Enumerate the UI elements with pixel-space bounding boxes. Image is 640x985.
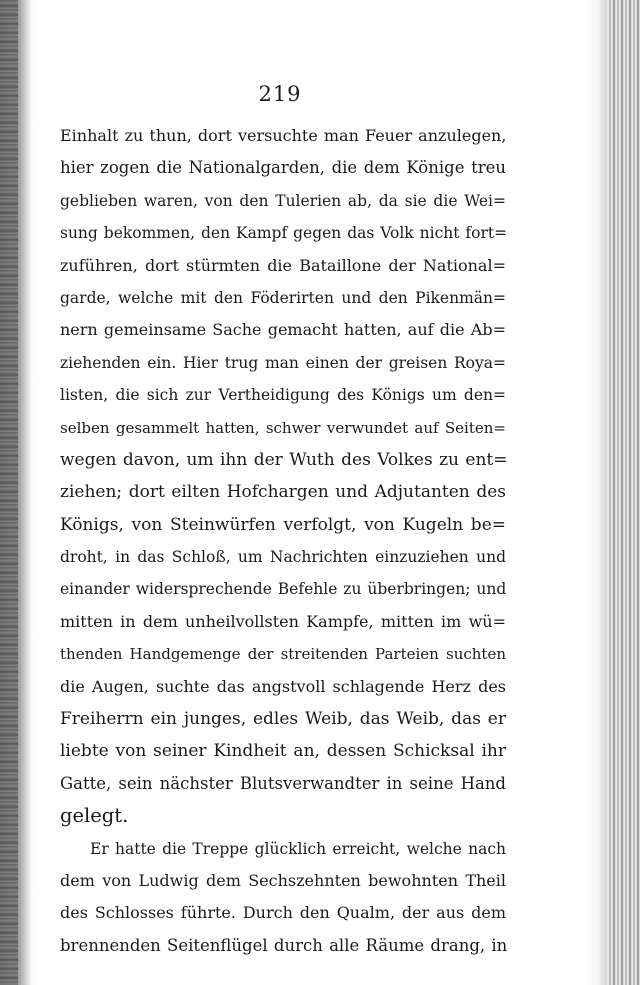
right-page-edges (608, 0, 640, 985)
text-line: Gatte, sein nächster Blutsverwandter in seine Hand (60, 773, 506, 793)
page-number: 219 (258, 82, 302, 106)
text-line: brennenden Seitenflügel durch alle Räume drang, in (60, 935, 508, 955)
paragraph-start-line: Er hatte die Treppe glücklich erreicht, welche nach (90, 839, 506, 858)
text-line: des Schlosses führte. Durch den Qualm, der aus dem (60, 903, 506, 923)
text-line: liebte von seiner Kindheit an, dessen Schicksal ihr (60, 741, 506, 762)
body-text (60, 120, 506, 962)
text-line: droht, in das Schloß, um Nachrichten einzuziehen und (60, 548, 506, 567)
text-line: ziehenden ein. Hier trug man einen der greisen Roya= (60, 353, 506, 372)
text-line: Einhalt zu thun, dort versuchte man Feuer anzulegen, (60, 126, 507, 145)
text-line: sung bekommen, den Kampf gegen das Volk nicht fort= (60, 224, 508, 243)
text-line: mitten in dem unheilvollsten Kampfe, mitten im wü= (60, 611, 506, 631)
text-line: listen, die sich zur Vertheidigung des Königs um den= (60, 386, 506, 405)
text-line: selben gesammelt hatten, schwer verwundet auf Seiten= (60, 418, 506, 437)
text-line: Freiherrn ein junges, edles Weib, das Weib, das er (60, 709, 506, 730)
text-line: dem von Ludwig dem Sechszehnten bewohnten Theil (60, 870, 506, 890)
text-line: nern gemeinsame Sache gemacht hatten, auf die Ab= (60, 320, 506, 340)
text-line: einander widersprechende Befehle zu überbringen; und (60, 580, 507, 599)
binding-fade (18, 0, 32, 985)
text-line: garde, welche mit den Föderirten und den Pikenmän= (60, 288, 506, 307)
text-line: geblieben waren, von den Tulerien ab, da sie die Wei= (60, 191, 506, 210)
text-line: wegen davon, um ihn der Wuth des Volkes zu ent= (60, 449, 508, 470)
text-line: hier zogen die Nationalgarden, die dem Könige treu (60, 158, 506, 178)
text-line: Königs, von Steinwürfen verfolgt, von Kugeln be= (60, 514, 506, 535)
text-line: zuführen, dort stürmten die Bataillone der National= (60, 255, 506, 275)
text-line: thenden Handgemenge der streitenden Parteien suchten (60, 645, 506, 664)
text-line: ziehen; dort eilten Hofchargen und Adjutanten des (60, 482, 506, 503)
paragraph-end-line: gelegt. (60, 804, 129, 828)
text-line: die Augen, suchte das angstvoll schlagende Herz des (60, 676, 506, 696)
left-binding-shadow (0, 0, 18, 985)
